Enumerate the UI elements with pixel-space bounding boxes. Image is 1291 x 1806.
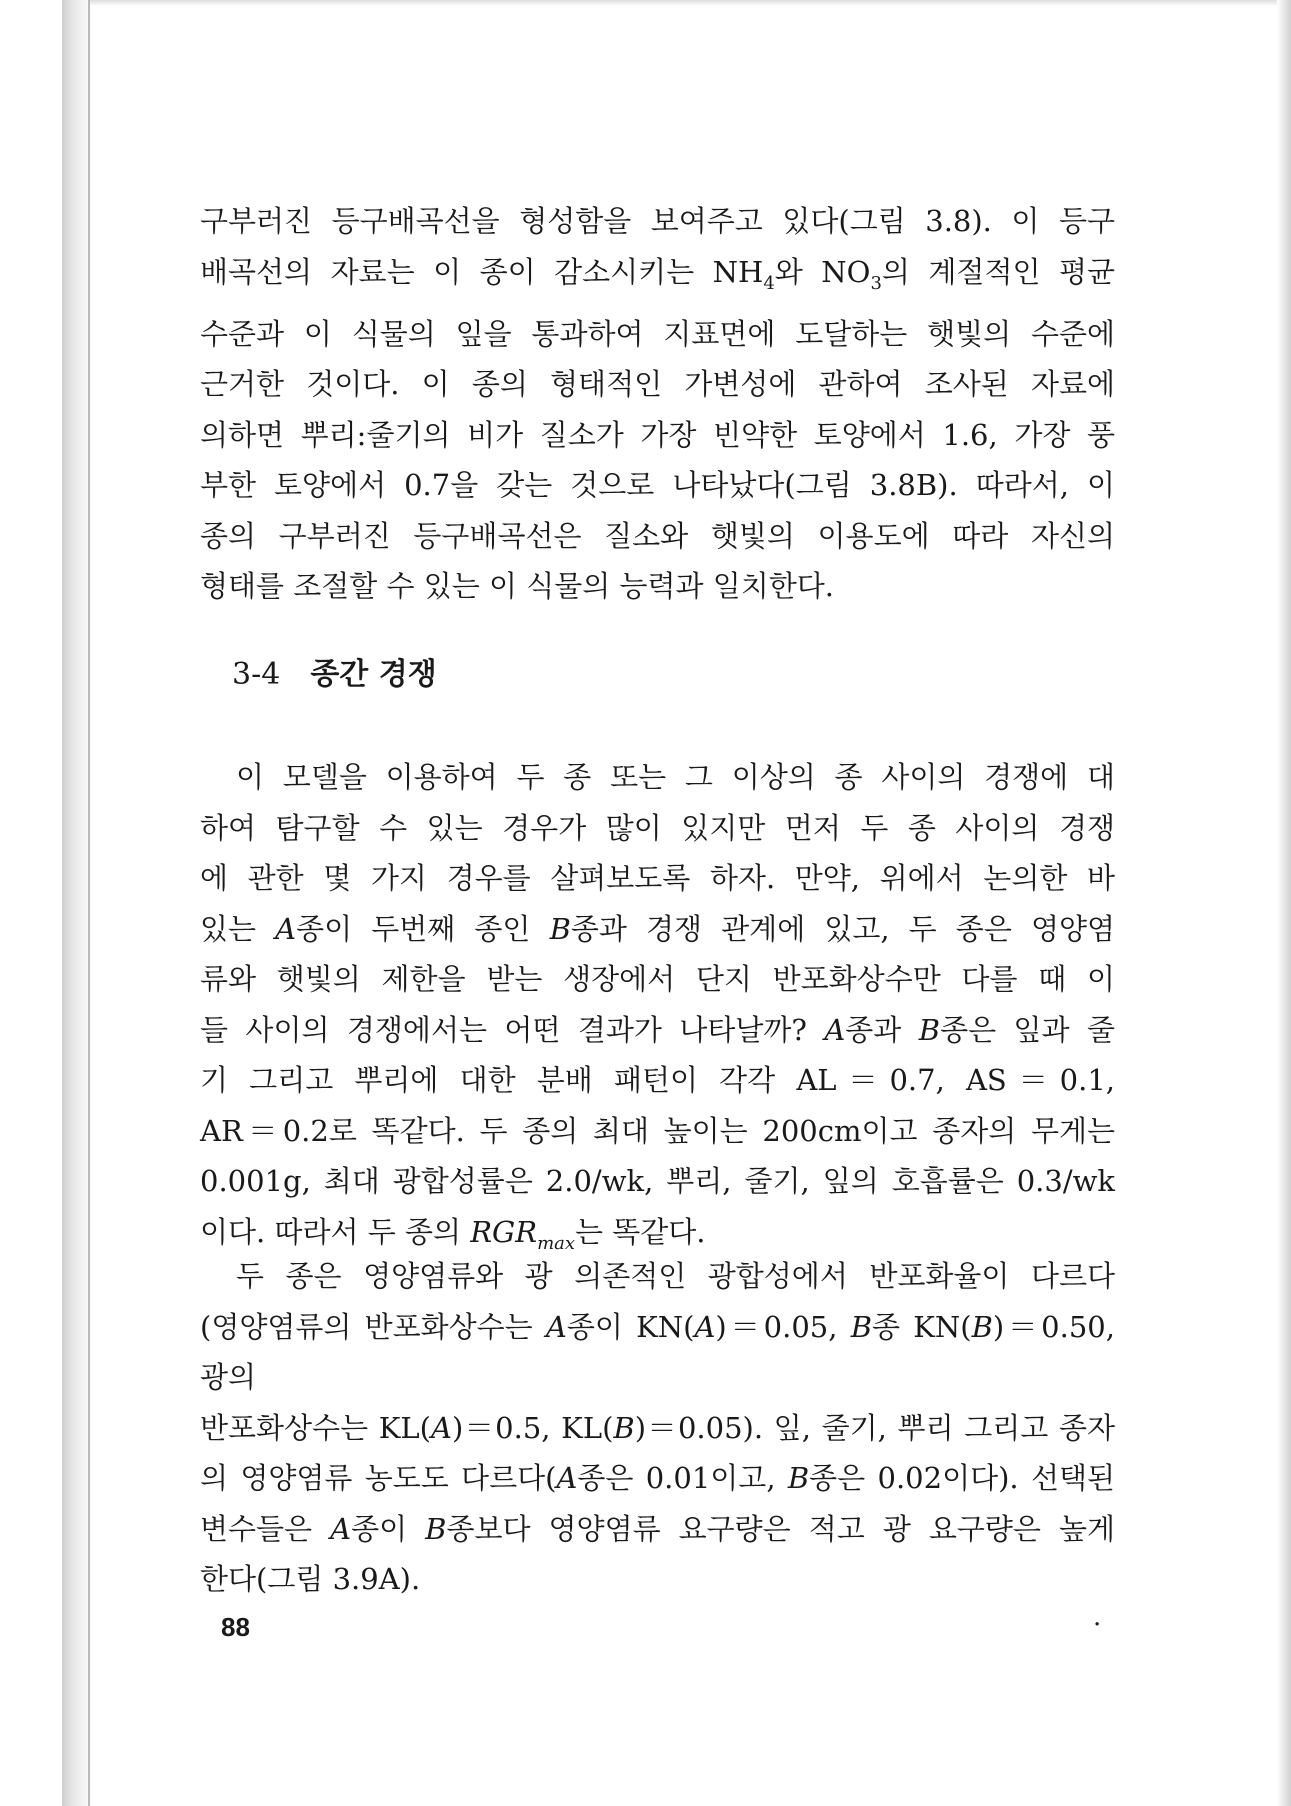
body-paragraph-1 xyxy=(200,196,1115,612)
section-number: 3-4 xyxy=(232,657,281,692)
text-line: AR＝0.2로 똑같다. 두 종의 최대 높이는 200cm이고 종자의 무게는 xyxy=(200,1113,1115,1148)
page-top-edge xyxy=(90,0,1277,6)
page-number: 88 xyxy=(221,1612,250,1642)
text-line: 들 사이의 경쟁에서는 어떤 결과가 나타날까? A종과 B종은 잎과 줄 xyxy=(200,1012,1115,1047)
text-line: 에 관한 몇 가지 경우를 살펴보도록 하자. 만약, 위에서 논의한 바 xyxy=(200,861,1115,895)
text-line: 0.001g, 최대 광합성률은 2.0/wk, 뿌리, 줄기, 잎의 호흡률은 0.3/wk xyxy=(200,1164,1115,1198)
section-heading xyxy=(232,650,632,701)
text-line: 변수들은 A종이 B종보다 영양염류 요구량은 적고 광 요구량은 높게 xyxy=(200,1511,1116,1546)
footer-dot: · xyxy=(1093,1610,1102,1640)
text-line: 반포화상수는 KL(A)＝0.5, KL(B)＝0.05). 잎, 줄기, 뿌리 그리고 종자 xyxy=(200,1410,1115,1445)
text-line: 근거한 것이다. 이 종의 형태적인 가변성에 관하여 조사된 자료에 xyxy=(200,367,1115,402)
text-line: 구부러진 등구배곡선을 형성함을 보여주고 있다(그림 3.8). 이 등구 xyxy=(200,204,1115,238)
text-line: 종의 구부러진 등구배곡선은 질소와 햇빛의 이용도에 따라 자신의 xyxy=(200,518,1115,553)
binding-edge xyxy=(88,0,90,1806)
text-line: 부한 토양에서 0.7을 갖는 것으로 나타났다(그림 3.8B). 따라서, 이 xyxy=(200,468,1115,503)
text-line: 류와 햇빛의 제한을 받는 생장에서 단지 반포화상수만 다를 때 이 xyxy=(200,962,1115,996)
text-line: 있는 A종이 두번째 종인 B종과 경쟁 관계에 있고, 두 종은 영양염 xyxy=(200,911,1115,946)
text-line: 이 모델을 이용하여 두 종 또는 그 이상의 종 사이의 경쟁에 대 xyxy=(236,760,1115,794)
text-line: (영양염류의 반포화상수는 A종이 KN(A)＝0.05, B종 KN(B)＝0.50, 광의 xyxy=(200,1309,1115,1394)
text-line: 한다(그림 3.9A). xyxy=(200,1562,421,1596)
text-line: 배곡선의 자료는 이 종이 감소시키는 $NH_4$와 $NO_3$의 계절적인 평균 xyxy=(200,254,1115,294)
text-line: 수준과 이 식물의 잎을 통과하여 지표면에 도달하는 햇빛의 수준에 xyxy=(200,316,1115,351)
body-paragraph-2 xyxy=(200,752,1115,1269)
text-line: 기 그리고 뿌리에 대한 분배 패턴이 각각 AL＝0.7, AS＝0.1, xyxy=(200,1063,1115,1097)
page-right-edge xyxy=(1277,0,1291,1806)
text-line: 두 종은 영양염류와 광 의존적인 광합성에서 반포화율이 다르다 xyxy=(236,1259,1115,1293)
text-line: 형태를 조절할 수 있는 이 식물의 능력과 일치한다. xyxy=(200,569,835,604)
body-paragraph-3 xyxy=(200,1251,1115,1605)
text-line: 하여 탐구할 수 있는 경우가 많이 있지만 먼저 두 종 사이의 경쟁 xyxy=(200,810,1115,845)
text-line: 이다. 따라서 두 종의 $RGR_{max}$는 똑같다. xyxy=(200,1214,706,1254)
section-title: 종간 경쟁 xyxy=(310,657,437,692)
text-line: 의하면 뿌리:줄기의 비가 질소가 가장 빈약한 토양에서 1.6, 가장 풍 xyxy=(200,417,1115,452)
text-line: 의 영양염류 농도도 다르다(A종은 0.01이고, B종은 0.02이다). 선택된 xyxy=(200,1461,1116,1495)
